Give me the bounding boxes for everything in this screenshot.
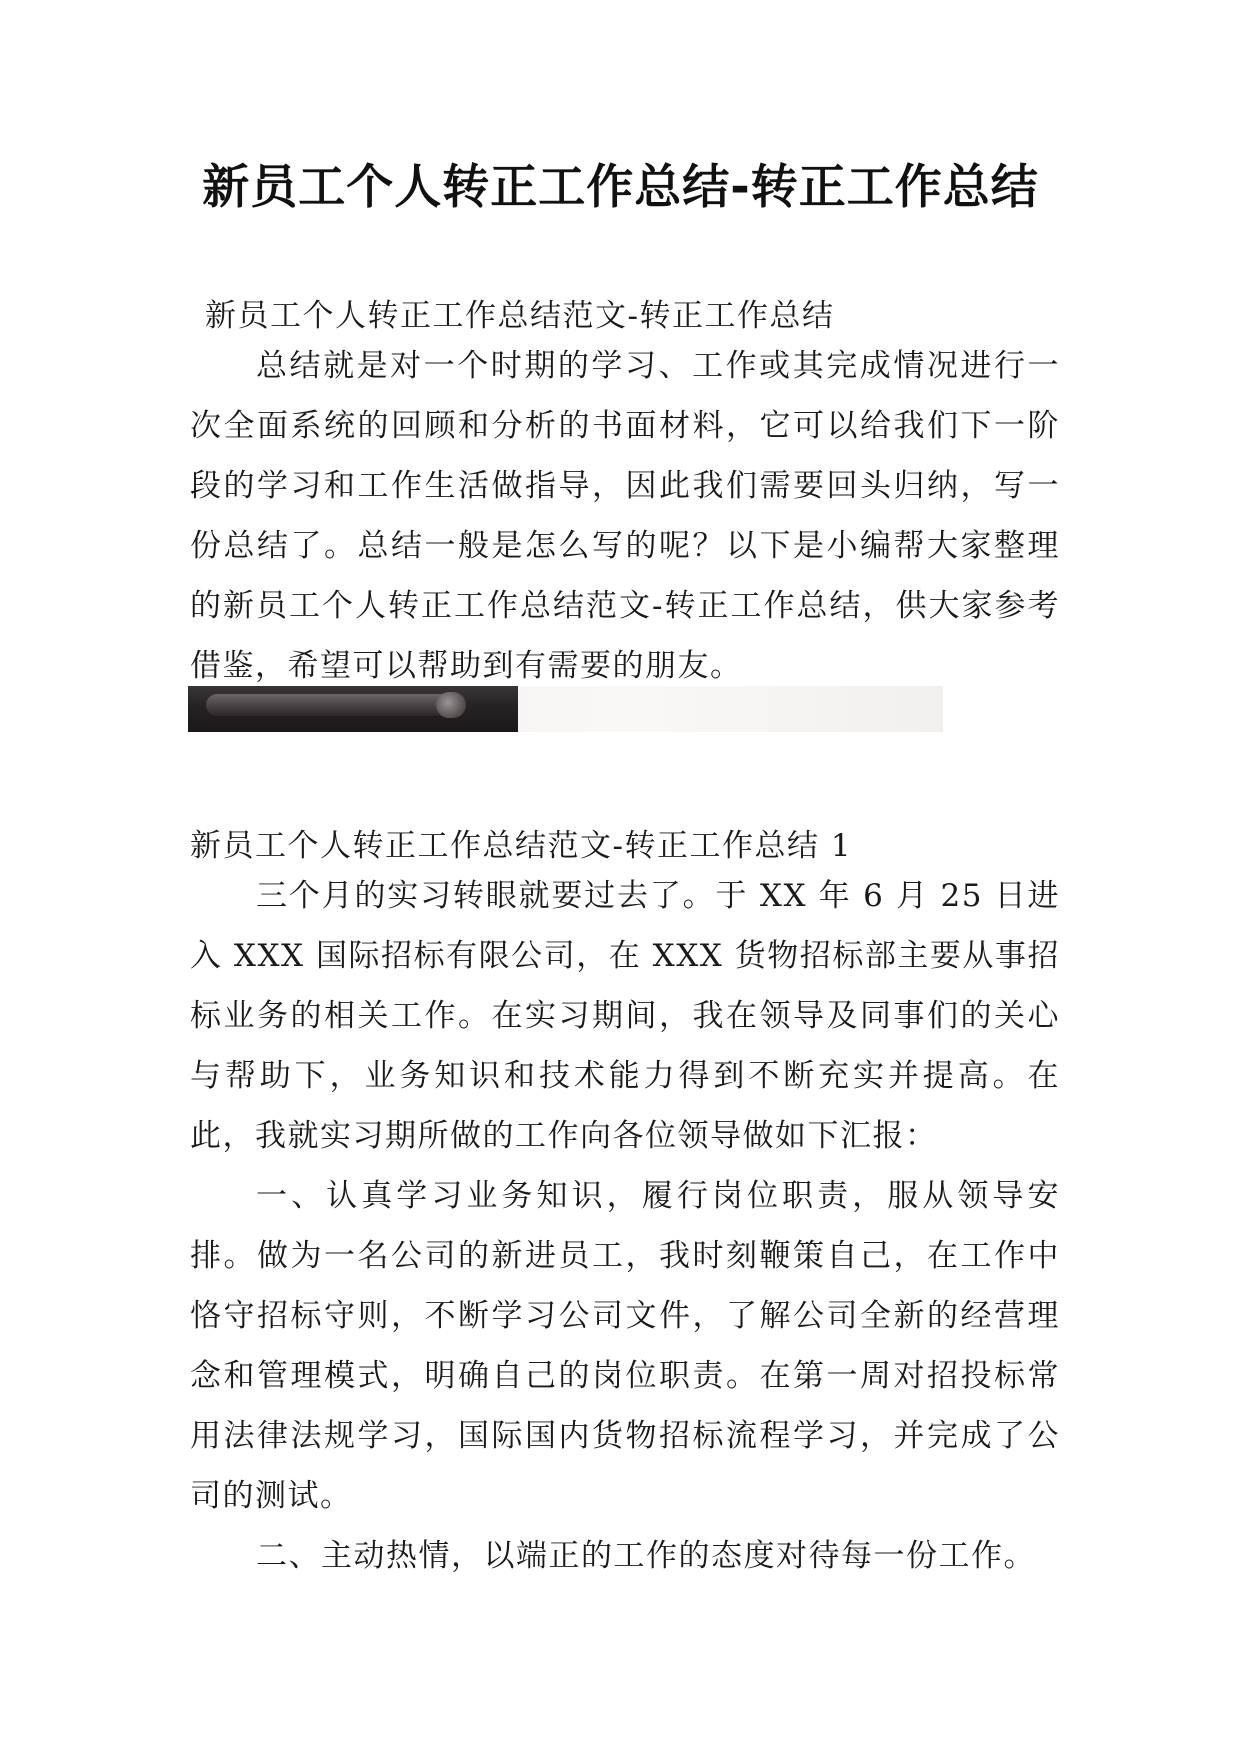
body-paragraph: 一、认真学习业务知识，履行岗位职责，服从领导安排。做为一名公司的新进员工，我时刻鞭策自己，在工作中恪守招标守则，不断学习公司文件，了解公司全新的经营理念和管理模式，明确自己的岗位职责。在第一周对招投标常用法律法规学习，国际国内货物招标流程学习，并完成了公司的测试。 [190, 1178, 1060, 1514]
body-paragraph: 二、主动热情，以端正的工作的态度对待每一份工作。 [256, 1538, 1036, 1574]
section-heading: 新员工个人转正工作总结范文-转正工作总结 1 [190, 828, 853, 864]
section-body [190, 866, 1060, 1586]
intro-section [190, 336, 1060, 696]
photo-object [206, 694, 456, 716]
intro-paragraph: 总结就是对一个时期的学习、工作或其完成情况进行一次全面系统的回顾和分析的书面材料，它可以给我们下一阶段的学习和工作生活做指导，因此我们需要回头归纳，写一份总结了。总结一般是怎么写的呢？以下是小编帮大家整理的新员工个人转正工作总结范文-转正工作总结，供大家参考借鉴，希望可以帮助到有需要的朋友。 [190, 348, 1060, 684]
cropped-photo [188, 686, 943, 732]
body-paragraph: 三个月的实习转眼就要过去了。于 XX 年 6 月 25 日进入 XXX 国际招标有限公司，在 XXX 货物招标部主要从事招标业务的相关工作。在实习期间，我在领导及同事们的关心与帮助下，业务知识和技术能力得到不断充实并提高。在此，我就实习期所做的工作向各位领导做如下汇报： [190, 878, 1060, 1154]
document-subtitle: 新员工个人转正工作总结范文-转正工作总结 [205, 298, 835, 334]
photo-highlight [436, 692, 466, 718]
document-title: 新员工个人转正工作总结-转正工作总结 [202, 160, 1039, 215]
